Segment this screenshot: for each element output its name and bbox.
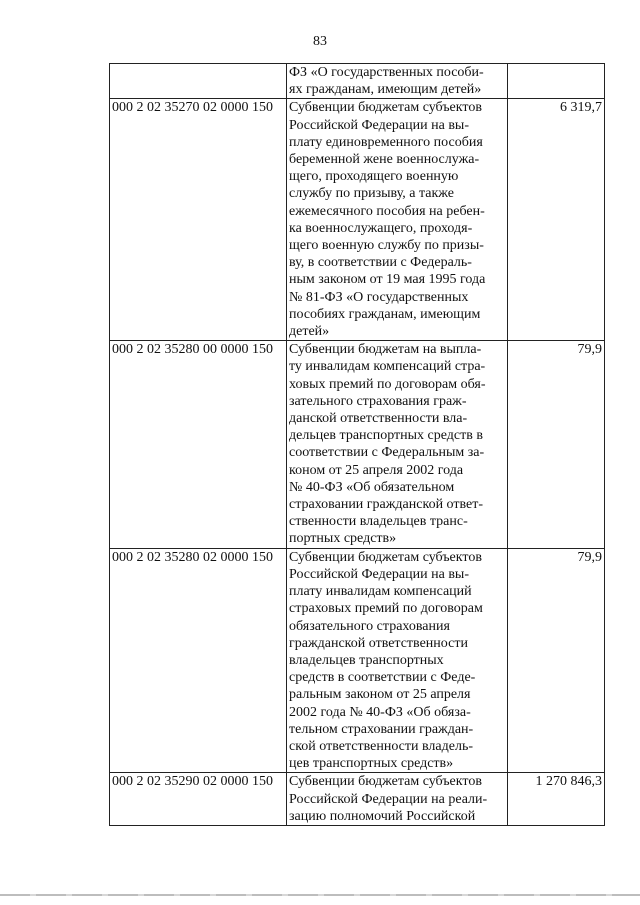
scan-edge-line [0,894,640,896]
income-description-cell: Субвенции бюджетам субъектов Российской Федерации на вы- плату единовременного пособия беременной жене военнослужа- щего, проходящего военную службу по призыву, а также ежемесячного пособия на ребен- ка военнослужащего, проходя- щего военную службу по призы- ву, в соответствии с Федераль- ным законом от 19 мая 1995 года № 81-ФЗ «О государственных пособиях гражданам, имеющим детей» [287,99,508,341]
income-description-cell: Субвенции бюджетам субъектов Российской Федерации на реали- зацию полномочий Российской [287,773,508,826]
amount-cell: 79,9 [508,548,605,773]
budget-code-cell: 000 2 02 35280 02 0000 150 [110,548,287,773]
amount-cell: 79,9 [508,341,605,548]
table-row [110,64,605,99]
budget-code-cell: 000 2 02 35290 02 0000 150 [110,773,287,826]
table-row [110,548,605,773]
budget-code-cell: 000 2 02 35280 00 0000 150 [110,341,287,548]
income-description-cell: ФЗ «О государственных пособи- ях гражданам, имеющим детей» [287,64,508,99]
budget-table [109,63,605,826]
table-row [110,773,605,826]
amount-cell: 6 319,7 [508,99,605,341]
page-number: 83 [313,34,327,49]
table-row [110,341,605,548]
income-description-cell: Субвенции бюджетам на выпла- ту инвалидам компенсаций стра- ховых премий по договорам обя- зательного страхования граж- данской ответственности вла- дельцев транспортных средств в соответствии с Федеральным за- коном от 25 апреля 2002 года № 40-ФЗ «Об обязательном страховании гражданской ответ- ственности владельцев транс- портных средств» [287,341,508,548]
income-description-cell: Субвенции бюджетам субъектов Российской Федерации на вы- плату инвалидам компенсаций страховых премий по договорам обязательного страхования гражданской ответственности владельцев транспортных средств в соответствии с Феде- ральным законом от 25 апреля 2002 года № 40-ФЗ «Об обяза- тельном страховании граждан- ской ответственности владель- цев транспортных средств» [287,548,508,773]
table-row [110,99,605,341]
amount-cell [508,64,605,99]
budget-code-cell: 000 2 02 35270 02 0000 150 [110,99,287,341]
amount-cell: 1 270 846,3 [508,773,605,826]
budget-code-cell [110,64,287,99]
